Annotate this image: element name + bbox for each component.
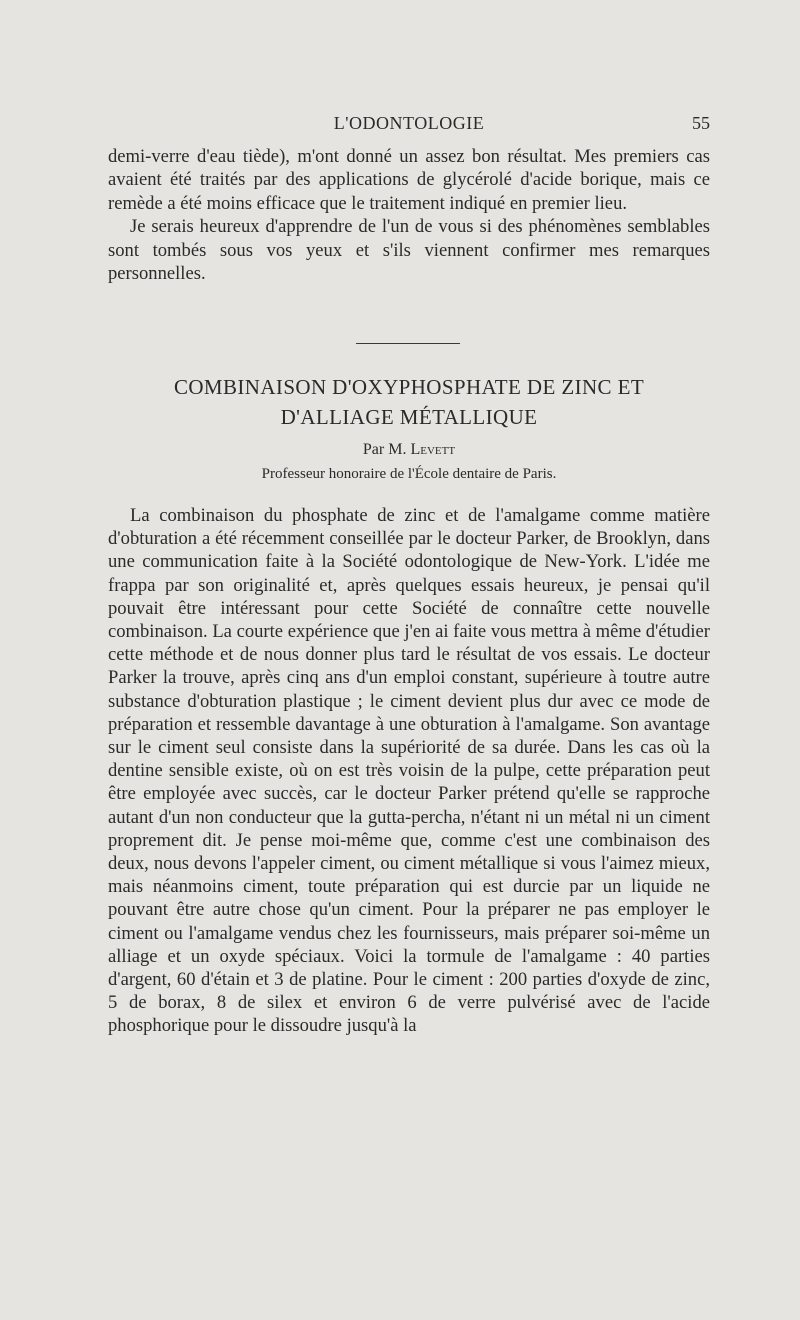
article-title-line: D'ALLIAGE MÉTALLIQUE bbox=[280, 405, 538, 429]
intro-text bbox=[108, 145, 710, 285]
byline-prefix: Par M. bbox=[362, 441, 407, 458]
document-page bbox=[108, 0, 710, 1320]
running-head bbox=[108, 113, 710, 137]
paragraph: La combinaison du phosphate de zinc et de l'amalgame comme matière d'obturation a été récemment conseillée par le docteur Parker, de Brooklyn, dans une communication faite à la Société odontologique de New-York. L'idée me frappa par son originalité et, après quelques essais heureux, je pensai qu'il pouvait être intéressant pour cette Société de connaître cette nouvelle combinaison. La courte expérience que j'en ai faite vous mettra à même d'étudier cette méthode et de nous donner plus tard le résultat de vos essais. Le docteur Parker la trouve, après cinq ans d'un emploi constant, supérieure à toutre autre substance d'obturation plastique ; le ciment devient plus dur avec ce mode de préparation et ressemble davantage à une obturation à l'amalgame. Son avantage sur le ciment seul consiste dans la supériorité de sa durée. Dans les cas où la dentine sensible existe, où on est très voisin de la pulpe, cette préparation peut être employée avec succès, car le docteur Parker prétend qu'elle se rapproche autant d'un non conducteur que la gutta-percha, n'étant ni un métal ni un ciment proprement dit. Je pense moi-même que, comme c'est une combinaison des deux, nous devons l'appeler ciment, ou ciment métallique si vous l'aimez mieux, mais néanmoins ciment, toute préparation qui est durcie par un liquide ne pouvant être autre chose qu'un ciment. Pour la préparer ne pas employer le ciment ou l'amalgame vendus chez les fournisseurs, mais préparer soi-même un alliage et un oxyde spéciaux. Voici la tormule de l'amalgame : 40 parties d'argent, 60 d'étain et 3 de platine. Pour le ciment : 200 parties d'oxyde de zinc, 5 de borax, 8 de silex et environ 6 de verre pulvérisé avec de l'acide phosphorique pour le dissoudre jusqu'à la bbox=[108, 505, 710, 1037]
author-affiliation: Professeur honoraire de l'École dentaire de Paris. bbox=[261, 466, 557, 482]
article-title-line: COMBINAISON D'OXYPHOSPHATE DE ZINC ET bbox=[173, 375, 645, 399]
author-name: Levett bbox=[410, 441, 456, 458]
byline bbox=[108, 440, 710, 460]
paragraph: Je serais heureux d'apprendre de l'un de vous si des phénomènes semblables sont tombés sous vos yeux et s'ils viennent confirmer mes remarques personnelles. bbox=[108, 216, 710, 285]
paragraph: demi-verre d'eau tiède), m'ont donné un assez bon résultat. Mes premiers cas avaient été traités par des applications de glycérolé d'acide borique, mais ce remède a été moins efficace que le traitement indiqué en premier lieu. bbox=[108, 146, 710, 214]
article-title bbox=[108, 372, 710, 432]
running-title: L'ODONTOLOGIE bbox=[333, 113, 485, 133]
page-number: 55 bbox=[692, 113, 710, 133]
section-divider bbox=[356, 343, 460, 344]
article-body bbox=[108, 504, 710, 1038]
